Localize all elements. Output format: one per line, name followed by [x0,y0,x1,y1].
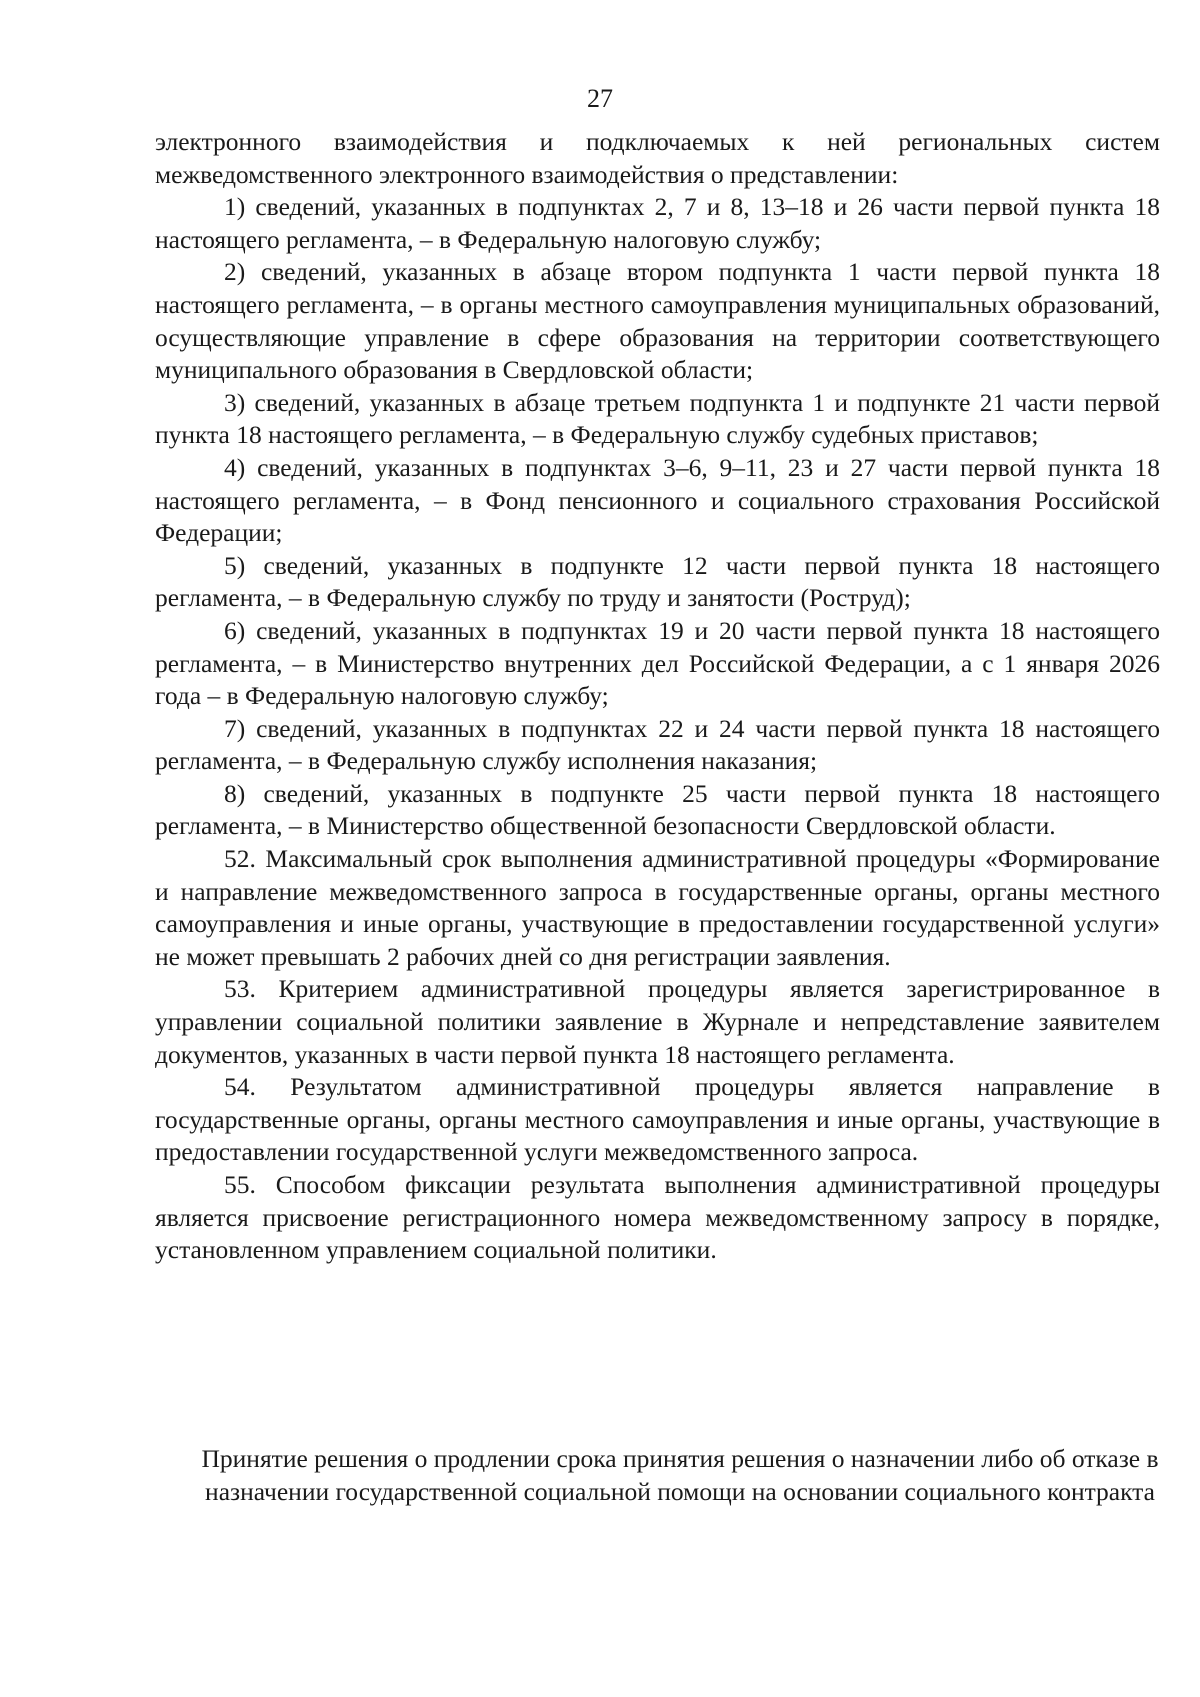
list-item-7: 7) сведений, указанных в подпунктах 22 и 24 части первой пункта 18 настоящего регламента, – в Федеральную службу исполнения наказания; [155,713,1160,776]
list-item-3: 3) сведений, указанных в абзаце третьем подпункта 1 и подпункте 21 части первой пункта 18 настоящего регламента, – в Федеральную службу судебных приставов; [155,387,1160,450]
clause-55: 55. Способом фиксации результата выполнения административной процедуры является присвоение регистрационного номера межведомственному запросу в порядке, установленном управлением социальной политики. [155,1170,1160,1265]
list-item-4: 4) сведений, указанных в подпунктах 3–6, 9–11, 23 и 27 части первой пункта 18 настоящего регламента, – в Фонд пенсионного и социального страхования Российской Федерации; [155,452,1160,548]
list-item-8: 8) сведений, указанных в подпункте 25 части первой пункта 18 настоящего регламента, – в Министерство общественной безопасности Свердловской области. [155,778,1160,841]
list-item-5: 5) сведений, указанных в подпункте 12 части первой пункта 18 настоящего регламента, – в Федеральную службу по труду и занятости (Роструд); [155,550,1160,613]
document-body [155,126,1160,1267]
section-heading: Принятие решения о продлении срока принятия решения о назначении либо об отказе в назначении государственной социальной помощи на основании социального контракта [201,1444,1159,1506]
list-item-1: 1) сведений, указанных в подпунктах 2, 7 и 8, 13–18 и 26 части первой пункта 18 настоящего регламента, – в Федеральную налоговую службу; [155,192,1160,254]
list-item-2: 2) сведений, указанных в абзаце втором подпункта 1 части первой пункта 18 настоящего регламента, – в органы местного самоуправления муниципальных образований, осуществляющие управление в сфере образования на территории соответствующего муниципального образования в Свердловской области; [155,257,1160,385]
clause-53: 53. Критерием административной процедуры является зарегистрированное в управлении социальной политики заявление в Журнале и непредставление заявителем документов, указанных в части первой пункта 18 настоящего регламента. [155,974,1160,1069]
clause-52: 52. Максимальный срок выполнения административной процедуры «Формирование и направление межведомственного запроса в государственные органы, органы местного самоуправления и иные органы, участвующие в предоставлении государственной услуги» не может превышать 2 рабочих дней со дня регистрации заявления. [155,844,1160,971]
paragraph-continuation: электронного взаимодействия и подключаемых к ней региональных систем межведомственного электронного взаимодействия о представлении: [155,127,1160,189]
list-item-6: 6) сведений, указанных в подпунктах 19 и 20 части первой пункта 18 настоящего регламента, – в Министерство внутренних дел Российской Федерации, а с 1 января 2026 года – в Федеральную налоговую службу; [155,615,1160,711]
page-number: 27 [587,84,613,113]
clause-54: 54. Результатом административной процедуры является направление в государственные органы, органы местного самоуправления и иные органы, участвующие в предоставлении государственной услуги межведомственного запроса. [155,1072,1160,1167]
